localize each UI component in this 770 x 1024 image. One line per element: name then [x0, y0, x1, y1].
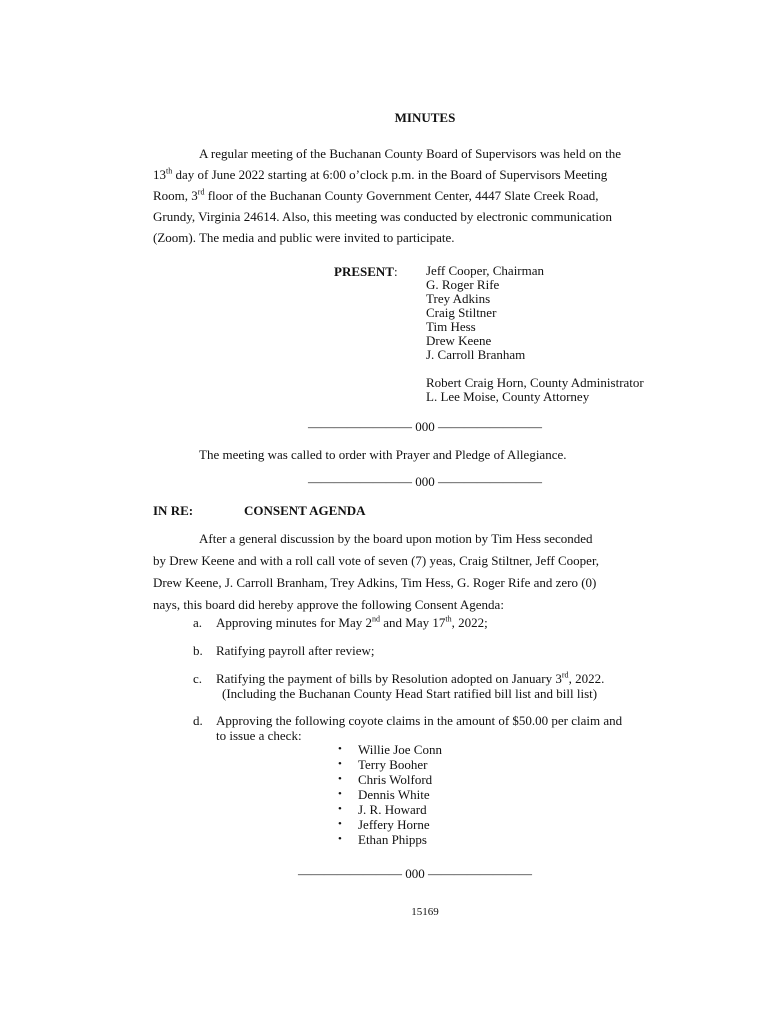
intro-line-2: 13th day of June 2022 starting at 6:00 o’clock p.m. in the Board of Supervisors Meeting: [153, 166, 608, 182]
intro-line-5: (Zoom). The media and public were invited to participate.: [153, 230, 455, 245]
agenda-text: Ratifying payroll after review;: [216, 643, 375, 658]
agenda-text: Ratifying the payment of bills by Resolution adopted on January 3rd, 2022.: [216, 670, 605, 686]
document-page: MINUTES A regular meeting of the Buchanan County Board of Supervisors was held on the 13th day of June 2022 starting at 6:00 o’clock p.m. in the Board of Supervisors Meeting Room, 3rd floor of the Buchanan County Government Center, 4447 Slate Creek Road, Grundy, Virginia 24614. Also, this meeting was conducted by electronic communication (Zoom). The media and public were invited to participate. PRESENT: Jeff Cooper, Chairman G. Roger Rife Trey Adkins Craig Stiltner Tim Hess Drew Keene J. Carroll Branham Robert Craig Horn, County Administrator L. Lee Moise, County Attorney ———————— 000 ———————— The meeting was called to order with Prayer and Pledge of Allegiance. ———————— 000 ———————— IN RE: CONSENT AGENDA After a general discussion by the board upon motion by Tim Hess seconded by Drew Keene and with a roll call vote of seven (7) yeas, Craig Stiltner, Jeff Cooper, Drew Keene, J. Carroll Branham, Trey Adkins, Tim Hess, G. Roger Rife and zero (0) nays, this board did hereby approve the following Consent Agenda: a. Approving minutes for May 2nd and May 17th, 2022; b. Ratifying payroll after review; c. Ratifying the payment of bills by Resolution adopted on January 3rd, 2022. (Including the Buchanan County Head Start ratified bill list and bill list) d. Approving the following coyote claims in the amount of $50.00 per claim and to issue a check: • Willie Joe Conn • Terry Booher • Chris Wolford • Dennis White • J. R. Howard • Jeffery Horne • Ethan Phipps ———————— 000 ———————— 15169: [0, 0, 770, 1024]
section-divider: ———————— 000 ————————: [298, 866, 532, 881]
in-re-label: IN RE:: [153, 503, 194, 518]
section-divider: ———————— 000 ————————: [308, 419, 542, 434]
agenda-letter: a.: [193, 615, 203, 630]
agenda-text-continued: to issue a check:: [216, 728, 302, 743]
present-members-list: [426, 264, 644, 404]
present-member: G. Roger Rife: [426, 277, 500, 292]
bullet-icon: •: [338, 833, 342, 845]
present-member: Jeff Cooper, Chairman: [426, 263, 545, 278]
agenda-text: Approving the following coyote claims in the amount of $50.00 per claim and: [216, 713, 623, 728]
section-divider: ———————— 000 ————————: [308, 474, 542, 489]
agenda-letter: c.: [193, 671, 203, 686]
intro-line-4: Grundy, Virginia 24614. Also, this meeting was conducted by electronic communication: [153, 209, 612, 224]
motion-line-1: After a general discussion by the board upon motion by Tim Hess seconded: [199, 531, 593, 546]
agenda-letter: b.: [193, 643, 203, 658]
bullet-icon: •: [338, 803, 342, 815]
intro-line-3: Room, 3rd floor of the Buchanan County Government Center, 4447 Slate Creek Road,: [153, 187, 599, 203]
bullet-icon: •: [338, 758, 342, 770]
motion-line-3: Drew Keene, J. Carroll Branham, Trey Adkins, Tim Hess, G. Roger Rife and zero (0): [153, 575, 597, 590]
present-member: Trey Adkins: [426, 291, 491, 306]
in-re-title: CONSENT AGENDA: [244, 503, 366, 518]
present-member: Craig Stiltner: [426, 305, 497, 320]
present-staff: Robert Craig Horn, County Administrator: [426, 375, 644, 390]
bullet-icon: •: [338, 818, 342, 830]
agenda-text: Approving minutes for May 2nd and May 17th, 2022;: [216, 614, 488, 630]
motion-line-4: nays, this board did hereby approve the following Consent Agenda:: [153, 597, 504, 612]
agenda-letter: d.: [193, 713, 203, 728]
bullet-icon: •: [338, 743, 342, 755]
present-member: Drew Keene: [426, 333, 492, 348]
page-number: 15169: [411, 906, 439, 918]
present-member: Tim Hess: [426, 319, 476, 334]
present-member: J. Carroll Branham: [426, 347, 526, 362]
bullet-icon: •: [338, 773, 342, 785]
call-to-order-text: The meeting was called to order with Prayer and Pledge of Allegiance.: [199, 447, 567, 462]
document-title: MINUTES: [394, 110, 456, 125]
motion-line-2: by Drew Keene and with a roll call vote of seven (7) yeas, Craig Stiltner, Jeff Cooper,: [153, 553, 599, 568]
agenda-text-continued: (Including the Buchanan County Head Start ratified bill list and bill list): [222, 686, 598, 701]
intro-line-1: A regular meeting of the Buchanan County Board of Supervisors was held on the: [199, 146, 622, 161]
present-staff: L. Lee Moise, County Attorney: [426, 389, 590, 404]
bullet-icon: •: [338, 788, 342, 800]
present-label: PRESENT:: [334, 264, 398, 279]
